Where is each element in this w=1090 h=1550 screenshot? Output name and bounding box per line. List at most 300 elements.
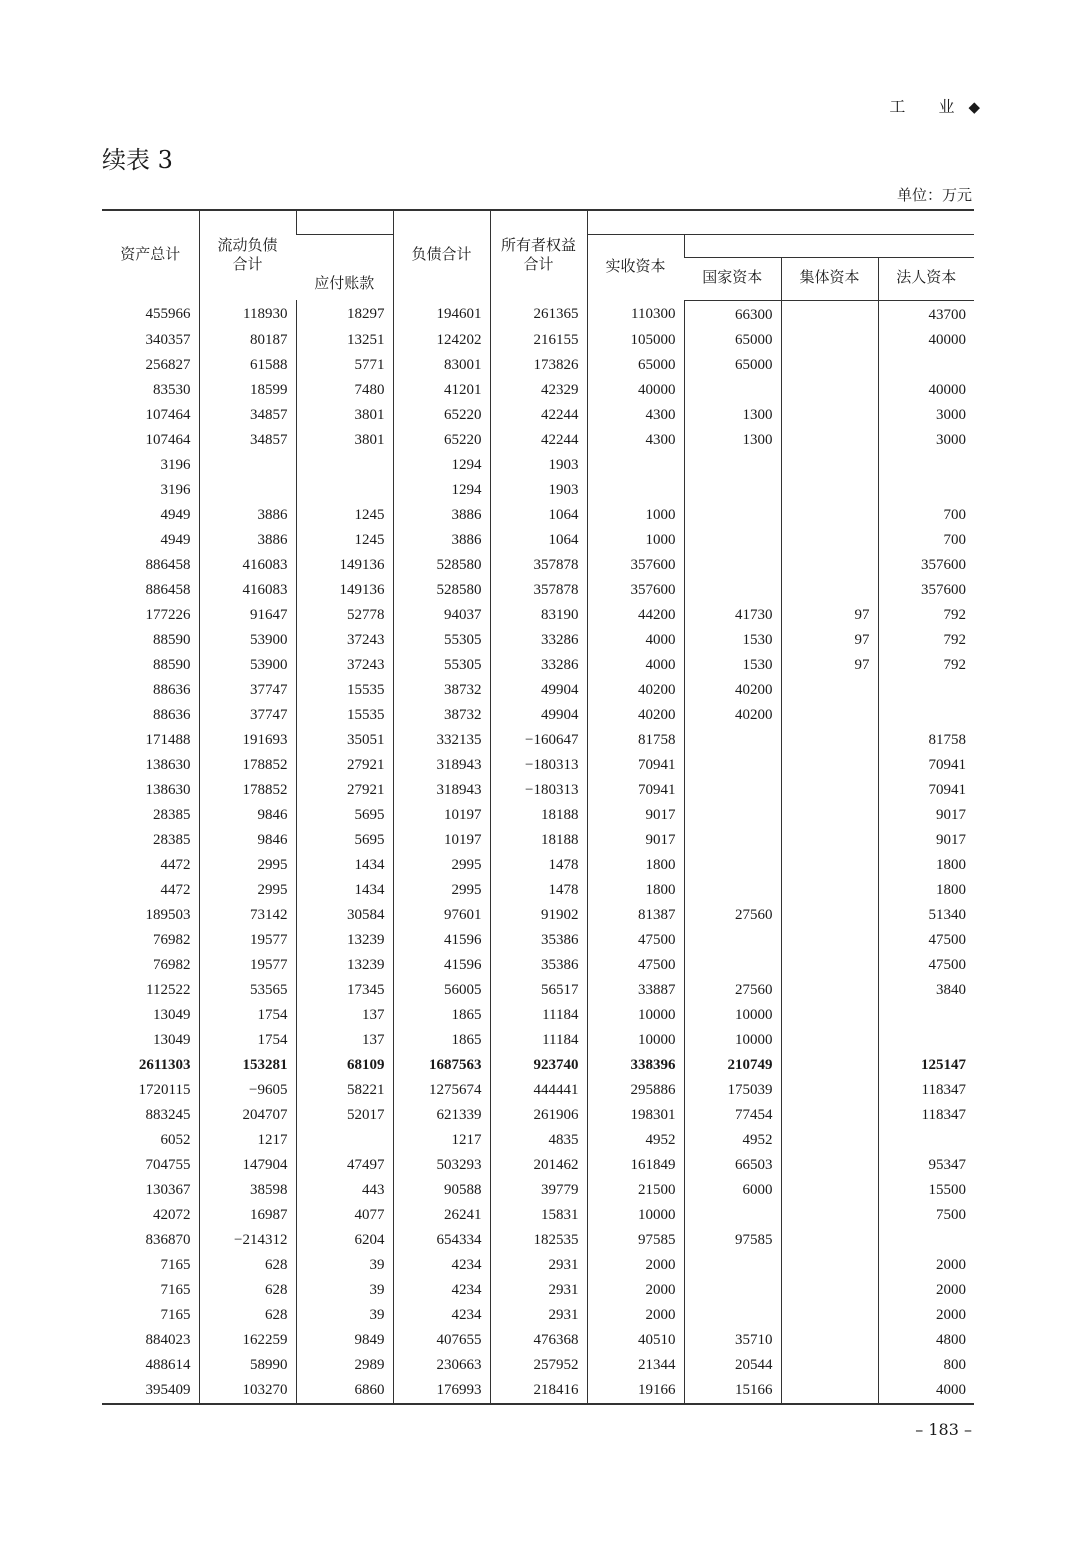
table-cell: 58221 [296, 1078, 393, 1103]
table-cell: 2000 [878, 1278, 974, 1303]
table-cell [684, 878, 781, 903]
table-cell: 11184 [490, 1028, 587, 1053]
table-cell [781, 703, 878, 728]
table-cell: −160647 [490, 728, 587, 753]
table-row [102, 1278, 974, 1303]
table-cell: 332135 [393, 728, 490, 753]
table-cell: 654334 [393, 1228, 490, 1253]
table-cell: 1865 [393, 1003, 490, 1028]
table-cell: 27560 [684, 978, 781, 1003]
table-cell: 30584 [296, 903, 393, 928]
table-cell [781, 1253, 878, 1278]
table-cell [781, 1178, 878, 1203]
table-cell: 1478 [490, 853, 587, 878]
col-header-current-liabilities-text: 流动负债合计 [217, 237, 278, 273]
table-cell: 18297 [296, 300, 393, 328]
table-cell: 444441 [490, 1078, 587, 1103]
table-cell: 35051 [296, 728, 393, 753]
col-header-legal-person-capital: 法人资本 [878, 257, 974, 300]
table-cell: 81758 [587, 728, 684, 753]
table-row [102, 728, 974, 753]
table-row [102, 528, 974, 553]
table-cell: 176993 [393, 1378, 490, 1404]
table-cell: 700 [878, 528, 974, 553]
table-cell [781, 328, 878, 353]
table-row [102, 803, 974, 828]
table-cell: 800 [878, 1353, 974, 1378]
table-cell [878, 453, 974, 478]
table-cell: 4077 [296, 1203, 393, 1228]
table-cell [684, 478, 781, 503]
table-cell [781, 903, 878, 928]
col-header-owners-equity [490, 210, 587, 300]
table-cell: 1800 [587, 853, 684, 878]
table-cell: 628 [199, 1278, 296, 1303]
table-cell [781, 1103, 878, 1128]
table-cell: 13251 [296, 328, 393, 353]
table-cell: 18599 [199, 378, 296, 403]
table-cell: 792 [878, 653, 974, 678]
table-cell: 39 [296, 1253, 393, 1278]
unit-note: 单位：万元 [896, 186, 972, 204]
table-row [102, 578, 974, 603]
col-header-state-capital: 国家资本 [684, 257, 781, 300]
table-cell: 40200 [684, 678, 781, 703]
table-cell [781, 928, 878, 953]
table-cell: 105000 [587, 328, 684, 353]
section-name: 工 业 [889, 97, 969, 116]
table-cell: 210749 [684, 1053, 781, 1078]
table-cell [781, 753, 878, 778]
table-cell: 81387 [587, 903, 684, 928]
table-cell: 1294 [393, 478, 490, 503]
table-cell: 338396 [587, 1053, 684, 1078]
table-cell: 118930 [199, 300, 296, 328]
table-cell [296, 1128, 393, 1153]
table-cell: 1245 [296, 503, 393, 528]
table-cell [781, 428, 878, 453]
table-cell: 1245 [296, 528, 393, 553]
table-cell [878, 1228, 974, 1253]
table-cell: 1800 [878, 878, 974, 903]
table-cell [781, 878, 878, 903]
table-cell: 256827 [145, 356, 191, 373]
table-row [102, 753, 974, 778]
table-row [102, 353, 974, 378]
table-row [102, 503, 974, 528]
table-cell: 13239 [296, 953, 393, 978]
table-cell: 97601 [393, 903, 490, 928]
table-cell: 52017 [296, 1103, 393, 1128]
table-cell: 53565 [199, 978, 296, 1003]
table-cell [878, 1003, 974, 1028]
table-cell: 58990 [199, 1353, 296, 1378]
table-cell: 357878 [490, 553, 587, 578]
col-header-collective-capital: 集体资本 [781, 257, 878, 300]
table-cell [781, 453, 878, 478]
table-cell: 9017 [878, 828, 974, 853]
table-cell [781, 353, 878, 378]
table-cell [684, 378, 781, 403]
table-cell: 61588 [199, 353, 296, 378]
table-cell [199, 453, 296, 478]
table-cell: 3000 [878, 403, 974, 428]
table-cell: 161849 [587, 1153, 684, 1178]
table-cell: 6860 [296, 1378, 393, 1404]
table-cell [878, 1028, 974, 1053]
table-cell: 16987 [199, 1203, 296, 1228]
table-cell: 7165 [160, 1306, 191, 1323]
table-cell: 4300 [587, 403, 684, 428]
table-cell [781, 728, 878, 753]
table-cell: 4000 [587, 628, 684, 653]
table-cell: 318943 [393, 778, 490, 803]
table-cell [878, 353, 974, 378]
table-cell: 6052 [160, 1131, 191, 1148]
table-cell: 173826 [490, 353, 587, 378]
table-cell: 357600 [878, 578, 974, 603]
table-cell [781, 1303, 878, 1328]
table-row [102, 1153, 974, 1178]
table-cell: 26241 [393, 1203, 490, 1228]
table-cell: 2995 [393, 878, 490, 903]
table-cell [781, 678, 878, 703]
table-cell: 7165 [160, 1256, 191, 1273]
table-cell [781, 803, 878, 828]
table-cell: 4800 [878, 1328, 974, 1353]
table-cell: 792 [878, 628, 974, 653]
table-cell: 42244 [490, 428, 587, 453]
table-cell: 124202 [393, 328, 490, 353]
table-cell: 130367 [145, 1181, 191, 1198]
table-cell [781, 1003, 878, 1028]
table-cell: 65220 [393, 428, 490, 453]
table-cell [684, 953, 781, 978]
table-cell: 37243 [296, 628, 393, 653]
table-cell: 33286 [490, 628, 587, 653]
table-cell [878, 703, 974, 728]
table-cell: 1687563 [393, 1053, 490, 1078]
header-spacer [684, 234, 974, 257]
table-cell [684, 853, 781, 878]
table-cell: 55305 [393, 628, 490, 653]
table-cell [878, 678, 974, 703]
table-cell: 38732 [393, 678, 490, 703]
table-cell: 41596 [393, 953, 490, 978]
table-cell [199, 478, 296, 503]
table-cell: 189503 [145, 906, 191, 923]
col-header-total-assets: 资产总计 [102, 210, 199, 300]
table-cell: 792 [878, 603, 974, 628]
table-cell: 65220 [393, 403, 490, 428]
table-cell: 38732 [393, 703, 490, 728]
table-cell [684, 1303, 781, 1328]
table-cell: 1434 [296, 853, 393, 878]
table-cell: 19577 [199, 928, 296, 953]
table-cell: 97585 [684, 1228, 781, 1253]
table-cell: 41201 [393, 378, 490, 403]
table-cell: 33887 [587, 978, 684, 1003]
table-cell: 2000 [587, 1303, 684, 1328]
table-cell [684, 528, 781, 553]
table-cell [684, 1253, 781, 1278]
table-cell: 11184 [490, 1003, 587, 1028]
table-cell: 18188 [490, 803, 587, 828]
table-cell: 19166 [587, 1378, 684, 1404]
table-cell: 138630 [145, 781, 191, 798]
table-cell: 1064 [490, 528, 587, 553]
table-row [102, 453, 974, 478]
table-cell: 1434 [296, 878, 393, 903]
table-cell: 91647 [199, 603, 296, 628]
table-cell: 51340 [878, 903, 974, 928]
table-cell [781, 403, 878, 428]
table-row [102, 1253, 974, 1278]
table-cell: 1217 [393, 1128, 490, 1153]
table-row [102, 703, 974, 728]
table-cell [781, 1203, 878, 1228]
table-cell: 118347 [878, 1078, 974, 1103]
table-cell [781, 1128, 878, 1153]
table-cell: 1530 [684, 653, 781, 678]
table-cell: 44200 [587, 603, 684, 628]
table-cell: 28385 [153, 806, 191, 823]
table-cell: 416083 [199, 578, 296, 603]
table-cell: 2995 [393, 853, 490, 878]
table-cell: 4949 [160, 506, 191, 523]
table-row [102, 1028, 974, 1053]
table-cell: 68109 [296, 1053, 393, 1078]
table-cell: 94037 [393, 603, 490, 628]
table-cell: 125147 [878, 1053, 974, 1078]
table-cell: 41596 [393, 928, 490, 953]
table-cell: 70941 [587, 753, 684, 778]
header-spacer [296, 210, 393, 234]
table-row [102, 553, 974, 578]
table-cell: 21344 [587, 1353, 684, 1378]
table-cell: 4300 [587, 428, 684, 453]
table-cell: 1754 [199, 1028, 296, 1053]
table-cell: 230663 [393, 1353, 490, 1378]
table-cell [781, 1028, 878, 1053]
table-cell: 35386 [490, 953, 587, 978]
table-cell: 15166 [684, 1378, 781, 1404]
table-cell: 2931 [490, 1303, 587, 1328]
table-cell: 15831 [490, 1203, 587, 1228]
table-cell: 4000 [587, 653, 684, 678]
table-row [102, 678, 974, 703]
table-cell [781, 1328, 878, 1353]
table-cell: 65000 [684, 353, 781, 378]
table-cell: 76982 [153, 956, 191, 973]
table-cell [781, 978, 878, 1003]
table-cell [684, 578, 781, 603]
running-header [889, 94, 980, 117]
table-cell: 9846 [199, 803, 296, 828]
table-title: 续表 3 [102, 146, 173, 174]
table-cell [684, 828, 781, 853]
table-cell: 261906 [490, 1103, 587, 1128]
table-cell: 42072 [153, 1206, 191, 1223]
table-cell: 5695 [296, 803, 393, 828]
table-cell: 37747 [199, 678, 296, 703]
table-cell: 3840 [878, 978, 974, 1003]
table-cell: 5695 [296, 828, 393, 853]
table-cell: 6204 [296, 1228, 393, 1253]
table-cell: 1064 [490, 503, 587, 528]
table-cell: 7165 [160, 1281, 191, 1298]
table-cell [781, 1078, 878, 1103]
table-cell [684, 928, 781, 953]
table-row [102, 403, 974, 428]
table-cell: 40200 [587, 703, 684, 728]
table-row [102, 1303, 974, 1328]
table-cell: 7480 [296, 378, 393, 403]
table-row [102, 1378, 974, 1404]
table-cell: 66503 [684, 1153, 781, 1178]
table-cell: 9849 [296, 1328, 393, 1353]
table-row [102, 478, 974, 503]
table-cell: 56005 [393, 978, 490, 1003]
table-cell [684, 803, 781, 828]
table-cell: 3886 [393, 528, 490, 553]
table-cell [781, 1153, 878, 1178]
table-cell: 107464 [145, 406, 191, 423]
table-cell: 1294 [393, 453, 490, 478]
col-header-current-liabilities [199, 210, 296, 300]
table-cell: 88590 [153, 656, 191, 673]
table-cell: −9605 [199, 1078, 296, 1103]
table-cell: 182535 [490, 1228, 587, 1253]
table-row [102, 953, 974, 978]
table-cell: 49904 [490, 678, 587, 703]
table-cell [781, 503, 878, 528]
table-row [102, 853, 974, 878]
table-cell: 47497 [296, 1153, 393, 1178]
table-cell: 1903 [490, 453, 587, 478]
table-cell: 3886 [199, 528, 296, 553]
table-cell: 88636 [153, 706, 191, 723]
table-cell: 110300 [587, 300, 684, 328]
table-row [102, 300, 974, 328]
col-header-paid-in-capital: 实收资本 [587, 234, 684, 300]
table-cell: 1720115 [138, 1081, 191, 1098]
header-spacer [587, 210, 974, 234]
table-cell: 357600 [587, 553, 684, 578]
table-cell: 4952 [587, 1128, 684, 1153]
table-cell [296, 478, 393, 503]
table-cell: 40200 [684, 703, 781, 728]
col-header-owners-equity-text: 所有者权益合计 [500, 237, 576, 273]
table-cell: 704755 [145, 1156, 191, 1173]
table-cell: 15535 [296, 703, 393, 728]
table-cell: 15500 [878, 1178, 974, 1203]
table-cell: 118347 [878, 1103, 974, 1128]
table-cell: 455966 [145, 306, 191, 323]
table-cell: −214312 [199, 1228, 296, 1253]
table-cell: 10197 [393, 828, 490, 853]
table-cell: 17345 [296, 978, 393, 1003]
table-cell: 257952 [490, 1353, 587, 1378]
table-cell: 147904 [199, 1153, 296, 1178]
table-cell: 88636 [153, 681, 191, 698]
table-row [102, 1353, 974, 1378]
table-cell: 1300 [684, 403, 781, 428]
table-cell [587, 453, 684, 478]
table-cell [878, 1128, 974, 1153]
table-cell: 178852 [199, 753, 296, 778]
table-cell: 3196 [160, 481, 191, 498]
table-cell: 39 [296, 1303, 393, 1328]
diamond-icon: ◆ [968, 98, 980, 116]
table-cell: 40000 [587, 378, 684, 403]
table-cell [781, 378, 878, 403]
table-cell: 4472 [160, 881, 191, 898]
table-cell: 201462 [490, 1153, 587, 1178]
table-cell: 52778 [296, 603, 393, 628]
table-cell [781, 1278, 878, 1303]
table-cell: 171488 [145, 731, 191, 748]
table-cell: 4234 [393, 1303, 490, 1328]
table-row [102, 828, 974, 853]
table-cell: 340357 [145, 331, 191, 348]
table-cell: 13049 [153, 1006, 191, 1023]
table-cell: 13239 [296, 928, 393, 953]
table-cell: 923740 [490, 1053, 587, 1078]
table-cell: 2989 [296, 1353, 393, 1378]
table-cell: 4952 [684, 1128, 781, 1153]
table-cell: 3801 [296, 403, 393, 428]
table-cell: 3886 [393, 503, 490, 528]
table-cell: 149136 [296, 553, 393, 578]
table-cell: 149136 [296, 578, 393, 603]
table-cell: 9017 [878, 803, 974, 828]
table-cell: 2995 [199, 853, 296, 878]
table-cell: 76982 [153, 931, 191, 948]
table-cell [296, 453, 393, 478]
table-cell: 177226 [145, 606, 191, 623]
table-row [102, 778, 974, 803]
table-cell: 1800 [587, 878, 684, 903]
table-cell: 528580 [393, 553, 490, 578]
table-cell: 191693 [199, 728, 296, 753]
table-cell: 357600 [878, 553, 974, 578]
table-cell: 103270 [199, 1378, 296, 1404]
table-cell: 34857 [199, 428, 296, 453]
table-cell: 3886 [199, 503, 296, 528]
table-cell: 3801 [296, 428, 393, 453]
col-header-total-liabilities: 负债合计 [393, 210, 490, 300]
table-cell: 883245 [145, 1106, 191, 1123]
table-cell: 4234 [393, 1278, 490, 1303]
table-cell: 33286 [490, 653, 587, 678]
table-cell: 443 [296, 1178, 393, 1203]
table-cell: 4472 [160, 856, 191, 873]
table-cell: 42329 [490, 378, 587, 403]
table-cell: 37243 [296, 653, 393, 678]
table-cell: 18188 [490, 828, 587, 853]
table-cell: 1800 [878, 853, 974, 878]
table-cell: 49904 [490, 703, 587, 728]
table-cell [684, 778, 781, 803]
table-cell [684, 753, 781, 778]
table-cell: 10000 [684, 1003, 781, 1028]
table-cell: 2000 [587, 1278, 684, 1303]
table-row [102, 1003, 974, 1028]
table-cell: 65000 [587, 353, 684, 378]
table-row [102, 603, 974, 628]
table-cell: 2995 [199, 878, 296, 903]
